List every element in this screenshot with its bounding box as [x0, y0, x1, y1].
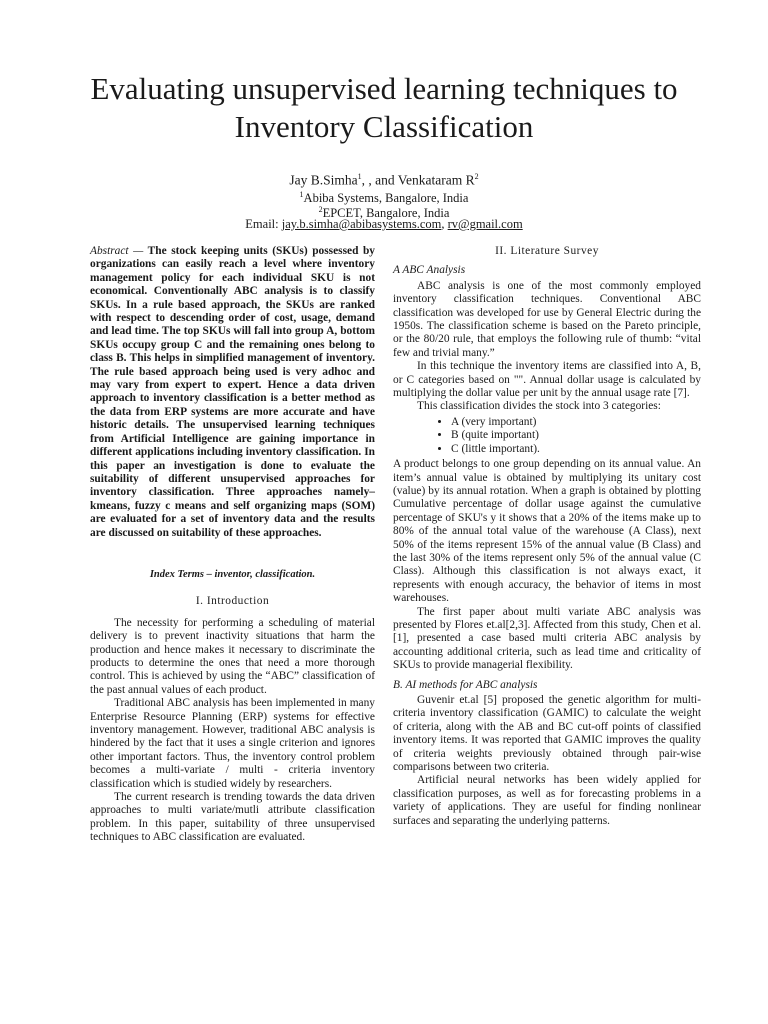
category-list [393, 416, 701, 456]
section-heading-introduction: I. Introduction [195, 595, 270, 608]
abstract [90, 245, 375, 540]
intro-paragraph-1: The necessity for performing a scheduling of material delivery is to prevent inactivity situations that harm the production and hence makes it necessary to discriminate the products to determine the ones that need a more thorough control. This is achieved by using the “ABC” classification of the past annual values of each product. [90, 616, 375, 696]
list-item: • C (little important). [451, 443, 701, 456]
list-item: • B (quite important) [451, 429, 701, 442]
author-2-sup: 2 [474, 172, 479, 181]
lit-paragraph-a1: ABC analysis is one of the most commonly employed inventory classification techniques. Conventional ABC classification was developed for use by General Electric during the 1950s. The classification scheme is based on the Pareto principle, or the 80/20 rule, that employs the following rule of thumb: “vital few and trivial many.” [393, 279, 701, 359]
left-column [90, 245, 375, 845]
intro-paragraph-2: Traditional ABC analysis has been implemented in many Enterprise Resource Planning (ERP) systems for effective inventory management. However, traditional ABC analysis is hindered by the fact that it uses a single criterion and ignores other important factors. Thus, the inventory control problem becomes a multi-variate / multi - criteria inventory classification which is studied widely by researchers. [90, 697, 375, 790]
affiliation-1-text: Abiba Systems, Bangalore, India [303, 191, 469, 206]
list-item: • A (very important) [451, 416, 701, 429]
affiliation-2-sup: 2 [318, 205, 323, 214]
email-separator: , [441, 217, 448, 231]
author-1-sup: 1 [357, 172, 362, 181]
abstract-text: The stock keeping units (SKUs) possessed by organizations can easily reach a level where inventory management policy for each individual SKU is not economical. Conventionally ABC analysis is to classify SKUs. In a rule based approach, the SKUs are ranked with respect to descending order of cost, usage, demand and lead time. The top SKUs will fall into group A, bottom SKUs occupy group C and the remaining ones belong to class B. This helps in simplified management of inventory. The rule based approach being used is very adhoc and may vary from expert to expert. Hence a data driven approach to inventory classification is a better method as the data from ERP systems are more accurate and have historic details. The unsupervised learning techniques from Artificial Intelligence are gaining importance in different applications including inventory classification. In this paper an investigation is done to evaluate the suitability of different unsupervised approaches for inventory classification. Three approaches namely– kmeans, fuzzy c means and self organizing maps (SOM) are evaluated for a set of inventory data and the results are discussed on suitability of these approaches. [90, 245, 376, 539]
email-line [0, 217, 768, 232]
intro-paragraph-3: The current research is trending towards the data driven approaches to multi variate/mutli attribute classification problem. In this paper, suitability of three unsupervised techniques to ABC classification are evaluated. [90, 791, 375, 844]
affiliation-1-sup: 1 [299, 190, 304, 199]
lit-paragraph-a5: The first paper about multi variate ABC analysis was presented by Flores et.al[2,3]. Affected from this study, Chen et al.[1], presented a case based multi criteria ABC analysis by accounting additional criteria, such as lead time and criticality of SKUs to provide managerial flexibility. [393, 605, 701, 672]
abstract-label: Abstract — [90, 245, 144, 257]
lit-paragraph-b2: Artificial neural networks has been widely applied for classification purposes, as well as for forecasting problems in a variety of applications. They are useful for finding nonlinear surfaces and separating the underlying patterns. [393, 774, 701, 827]
email-link-2[interactable]: rv@gmail.com [447, 217, 523, 231]
subsection-heading-a: A ABC Analysis [393, 264, 466, 277]
subsection-heading-b: B. AI methods for ABC analysis [393, 678, 538, 691]
email-label: Email: [245, 217, 282, 231]
affiliation-2-text: EPCET, Bangalore, India [322, 206, 450, 221]
email-link-1[interactable]: jay.b.simha@abibasystems.com [281, 217, 442, 231]
lit-paragraph-a2: In this technique the inventory items are classified into A, B, or C categories based on "". Annual dollar usage is calculated by multiplying the dollar value per unit by the annual usage rate [7]. [393, 360, 701, 400]
author-separator: , , and Venkataram R [361, 172, 475, 188]
index-terms: Index Terms – inventor, classification. [149, 568, 316, 580]
lit-paragraph-a4: A product belongs to one group depending on its annual value. An item’s annual value is obtained by multiplying its unitary cost (value) by its annual rotation. When a graph is obtained by plotting Cumulative percentage of dollar usage against the cumulative percentage of SKU's y it shows that a 20% of the items make up to 80% of the annual total value of the warehouse (A Class), next 50% of the items represent 15% of the annual value (B Class) and the last 30% of the items represent only 5% of the annual value (C Class). Although this classification is not always exact, it represents with enough accuracy, the behavior of items in most warehouses. [393, 458, 701, 605]
lit-paragraph-b1: Guvenir et.al [5] proposed the genetic algorithm for multi-criteria inventory classification (GAMIC) to calculate the weight of criteria, along with the AB and BC cut-off points of classified inventory items. It was reported that GAMIC improves the quality of criteria weights previously obtained through pair-wise comparisons between two criteria. [393, 694, 701, 774]
lit-paragraph-a3: This classification divides the stock into 3 categories: [417, 400, 661, 413]
paper-title: Evaluating unsupervised learning techniques to Inventory Classification [90, 71, 678, 144]
section-heading-literature: II. Literature Survey [495, 245, 599, 257]
right-column [393, 245, 701, 828]
author-1: Jay B.Simha [289, 172, 358, 188]
